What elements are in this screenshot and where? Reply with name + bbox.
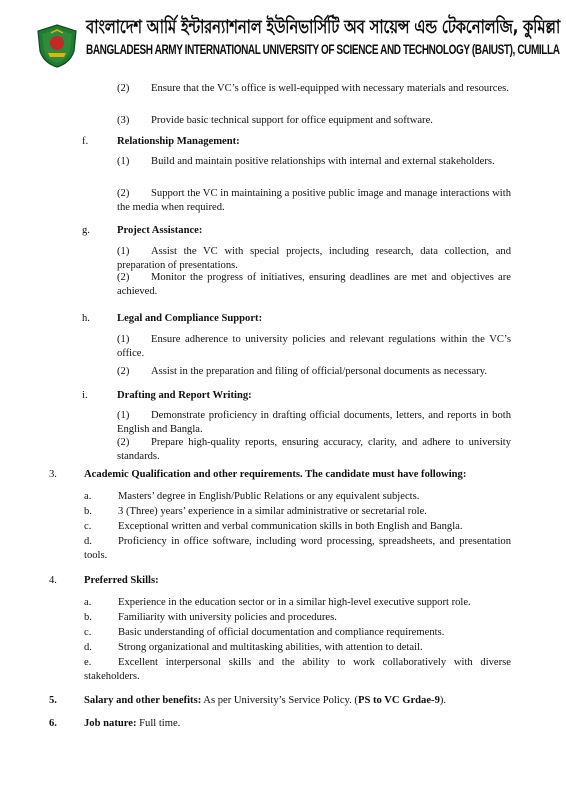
section-number: 6. [49, 718, 57, 729]
university-logo-icon [34, 23, 80, 69]
section-letter: h. [82, 313, 90, 324]
list-item [84, 596, 471, 609]
list-item [117, 82, 511, 96]
list-item [117, 436, 511, 463]
item-letter: a. [84, 491, 92, 502]
section-title: Drafting and Report Writing: [117, 390, 252, 401]
item-number: (1) [117, 156, 130, 167]
item-text: Assist in the preparation and filing of official/personal documents as necessary. [151, 366, 487, 377]
list-item [117, 365, 487, 378]
item-text: Assist the VC with special projects, including research, data collection, and preparation of presentations. [117, 246, 511, 271]
item-text: 3 (Three) years’ experience in a similar administrative or secretarial role. [118, 506, 427, 517]
item-text: Masters’ degree in English/Public Relations or any equivalent subjects. [118, 491, 420, 502]
item-number: (3) [117, 115, 130, 126]
salary-text: As per University’s Service Policy. ( [201, 695, 358, 706]
item-text: Exceptional written and verbal communication skills in both English and Bangla. [118, 521, 463, 532]
item-letter: c. [84, 521, 92, 532]
list-item [84, 626, 444, 639]
salary-text-end: ). [439, 695, 447, 706]
item-letter: a. [84, 597, 92, 608]
item-letter: b. [84, 612, 92, 623]
section-letter: g. [82, 225, 90, 236]
list-item [117, 245, 511, 272]
item-text: Monitor the progress of initiatives, ensuring deadlines are met and objectives are achieved. [117, 272, 511, 297]
list-item [84, 611, 337, 624]
list-item [117, 155, 511, 169]
list-item [117, 271, 511, 298]
section-title: Academic Qualification and other requirements. The candidate must have following: [84, 469, 467, 480]
job-nature-text: Full time. [136, 718, 181, 729]
section-letter: i. [82, 390, 88, 401]
job-nature-label: Job nature: [84, 718, 137, 729]
list-item [84, 505, 427, 518]
item-number: (2) [117, 272, 130, 283]
list-item [117, 187, 511, 214]
item-text: Demonstrate proficiency in drafting official documents, letters, and reports in both English and Bangla. [117, 410, 511, 435]
section-number: 3. [49, 469, 57, 480]
section-title: Legal and Compliance Support: [117, 313, 263, 324]
section-letter: f. [82, 136, 89, 147]
item-text: Basic understanding of official documentation and compliance requirements. [118, 627, 445, 638]
item-letter: d. [84, 536, 92, 547]
list-item [84, 641, 423, 654]
section-number: 5. [49, 695, 57, 706]
salary-line [84, 694, 446, 707]
item-number: (1) [117, 246, 130, 257]
list-item [117, 409, 511, 436]
list-item [117, 114, 433, 127]
item-text: Prepare high-quality reports, ensuring accuracy, clarity, and adhere to university standards. [117, 437, 511, 462]
item-letter: d. [84, 642, 92, 653]
item-text: Familiarity with university policies and procedures. [118, 612, 337, 623]
header-title-english: BANGLADESH ARMY INTERNATIONAL UNIVERSITY OF SCIENCE AND TECHNOLOGY (BAIUST), CUMILLA [86, 42, 560, 58]
item-number: (2) [117, 366, 130, 377]
list-item [84, 535, 511, 562]
section-title: Relationship Management: [117, 136, 240, 147]
item-text: Support the VC in maintaining a positive public image and manage interactions with the media when required. [117, 188, 511, 213]
item-text: Ensure adherence to university policies and relevant regulations within the VC’s office. [117, 334, 511, 359]
header-title-bangla: বাংলাদেশ আর্মি ইন্টারন্যাশনাল ইউনিভার্সিটি অব সায়েন্স এন্ড টেকনোলজি, কুমিল্লা [86, 16, 561, 38]
item-letter: e. [84, 657, 92, 668]
job-nature-line [84, 717, 180, 730]
list-item [84, 520, 463, 533]
item-text: Strong organizational and multitasking abilities, with attention to detail. [118, 642, 423, 653]
item-number: (2) [117, 188, 130, 199]
item-number: (1) [117, 334, 130, 345]
item-letter: c. [84, 627, 92, 638]
item-text: Excellent interpersonal skills and the ability to work collaboratively with diverse stakeholders. [84, 657, 511, 682]
item-text: Experience in the education sector or in a similar high-level executive support role. [118, 597, 471, 608]
item-text: Provide basic technical support for office equipment and software. [151, 115, 433, 126]
item-number: (2) [117, 83, 130, 94]
salary-label: Salary and other benefits: [84, 695, 202, 706]
item-text: Proficiency in office software, including word processing, spreadsheets, and presentation tools. [84, 536, 511, 561]
section-title: Preferred Skills: [84, 575, 159, 586]
item-text: Build and maintain positive relationships with internal and external stakeholders. [151, 156, 495, 167]
salary-grade: PS to VC Grdae-9 [357, 695, 440, 706]
section-title: Project Assistance: [117, 225, 203, 236]
item-number: (1) [117, 410, 130, 421]
item-text: Ensure that the VC’s office is well-equipped with necessary materials and resources. [151, 83, 509, 94]
item-number: (2) [117, 437, 130, 448]
list-item [84, 656, 511, 683]
list-item [84, 490, 419, 503]
list-item [117, 333, 511, 360]
item-letter: b. [84, 506, 92, 517]
section-number: 4. [49, 575, 57, 586]
